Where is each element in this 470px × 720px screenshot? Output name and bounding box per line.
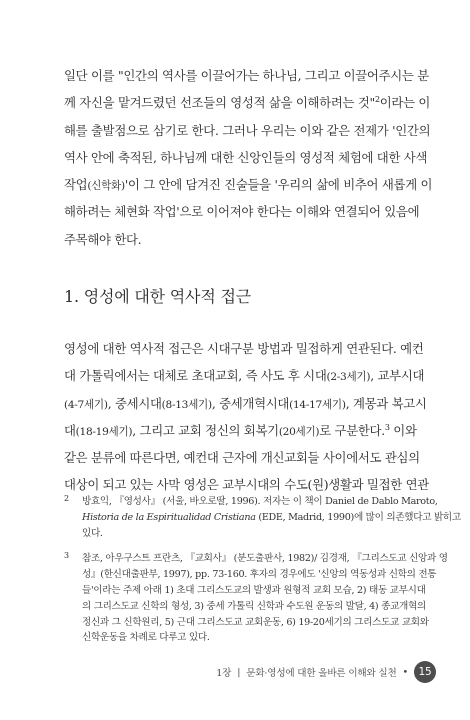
- text-line: 대상이 되고 있는 사막 영성은 교부시대의 수도(원)생활과 밀접한 연관: [64, 477, 429, 493]
- footnote-number: 3: [64, 551, 69, 561]
- running-title: 문화·영성에 대한 올바른 이해와 실천: [246, 668, 397, 679]
- text-line: 일단 이를 "인간의 역사를 이끌어가는 하나님, 그리고 이끌어주시는 분: [64, 68, 429, 83]
- footnote-number: 2: [64, 494, 69, 503]
- page-number: 15: [414, 661, 436, 683]
- chapter-label: 1장: [216, 668, 232, 679]
- book-title: Historia de la Espiritualidad Cristiana: [82, 511, 256, 523]
- text-line: 대(18-19세기), 그리고 교회 정신의 회복기(20세기)로 구분한다.$^3$ 이와: [64, 422, 417, 438]
- footnote-line: 들'이라는 주제 아래 1) 초대 그리스도교의 발생과 원형적 교회 모습, 2) 태동 교부시대: [82, 584, 426, 596]
- running-footer: [216, 661, 436, 683]
- footnote-line: Historia de la Espiritualidad Cristiana (EDE, Madrid, 1990)에 많이 의존했다고 밝히고: [82, 511, 461, 523]
- text-line: 같은 분류에 따른다면, 예컨대 근자에 개신교회들 사이에서도 관심의: [64, 450, 420, 466]
- text-line: 해하려는 체현화 작업'으로 이어져야 한다는 이해와 연결되어 있음에: [64, 204, 420, 220]
- text-line: (4-7세기), 중세시대(8-13세기), 중세개혁시대(14-17세기), 계몽과 복고시: [64, 395, 427, 411]
- text-line: 대 가톨릭에서는 대체로 초대교회, 즉 사도 후 시대(2-3세기), 교부시대: [64, 368, 425, 384]
- footnote-line: 참조, 아우구스트 프란츠, 『교회사』 (분도출판사, 1982)/ 김경재, 『그리스도교 신앙과 영: [82, 553, 448, 565]
- paragraph-history: [64, 335, 429, 499]
- footnote-line: 있다.: [82, 527, 103, 539]
- footnote-ref[interactable]: 3: [384, 422, 390, 432]
- section-heading: 1. 영성에 대한 역사적 접근: [64, 287, 251, 306]
- text-line: 께 자신을 맡겨드렸던 선조들의 영성적 삶을 이해하려는 것"$^2$이라는 이: [64, 95, 431, 111]
- footnote-ref[interactable]: 2: [374, 95, 380, 105]
- paragraph-intro: [64, 62, 433, 253]
- footnote: [64, 551, 448, 646]
- footnote-line: 정신과 그 신학원리, 5) 근대 그리스도교 교회운동, 6) 19-20세기의 그리스도교 교회와: [82, 616, 429, 628]
- footer-separator: |: [237, 666, 241, 678]
- text-line: 해를 출발점으로 삼기로 한다. 그러나 우리는 이와 같은 전제가 '인간의: [64, 122, 431, 138]
- bullet-icon: •: [402, 666, 408, 678]
- text-line: 영성에 대한 역사적 접근은 시대구분 방법과 밀접하게 연관된다. 예컨: [64, 341, 424, 356]
- text-line: 작업(신학화)'이 그 안에 담겨진 진술들을 '우리의 삶에 비추어 새롭게 이: [64, 177, 433, 193]
- footnotes: [64, 494, 461, 656]
- footnote-line: 의 그리스도교 신학의 형성, 3) 중세 가톨릭 신학과 수도원 운동의 발달, 4) 종교개혁의: [82, 600, 426, 612]
- text-line: 주목해야 한다.: [64, 231, 142, 247]
- footnote-line: 신학운동을 차례로 다루고 있다.: [82, 632, 210, 644]
- footnote: [64, 494, 461, 541]
- footnote-line: 방효익, 『영성사』 (서울, 바오로딸, 1996). 저자는 이 책이 Daniel de Dablo Maroto,: [82, 496, 438, 507]
- text-line: 역사 안에 축적된, 하나님께 대한 신앙인들의 영성적 체험에 대한 사색: [64, 149, 428, 165]
- footnote-line: 성』(한신대출판부, 1997), pp. 73-160. 후자의 경우에도 '신앙의 역동성과 신학의 전통: [82, 569, 437, 581]
